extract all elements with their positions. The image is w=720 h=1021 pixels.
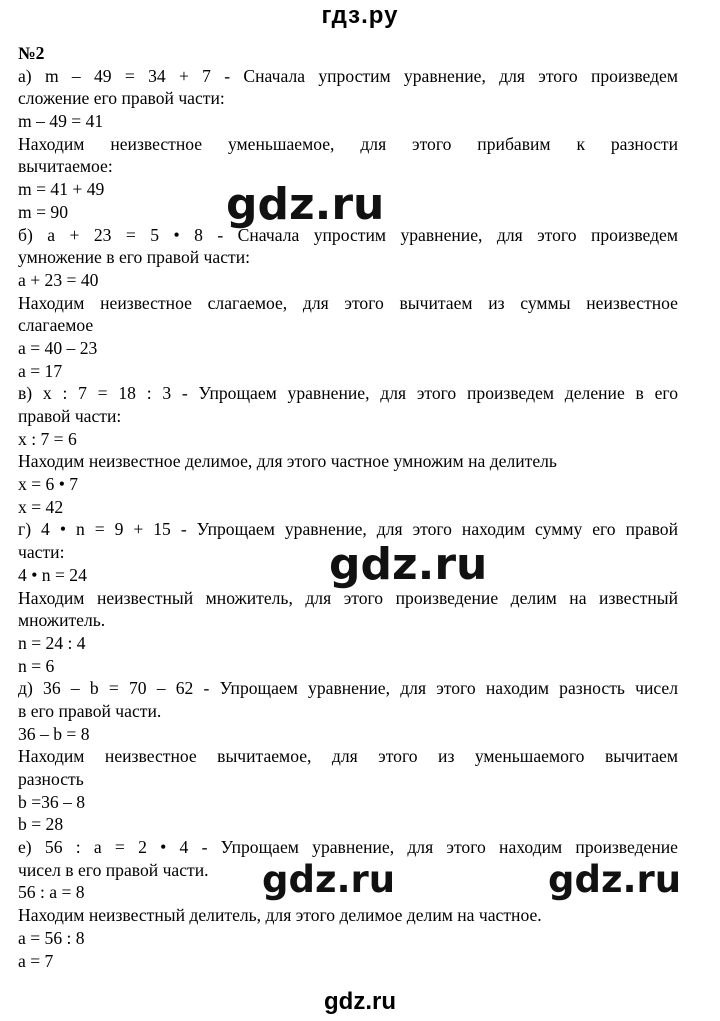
text-line: а + 23 = 40 (18, 269, 99, 290)
text-line: части: (18, 542, 65, 563)
text-line: Находим неизвестное вычитаемое, для этого из уменьшаемого вычитаем (18, 746, 678, 767)
text-line: Находим неизвестный делитель, для этого делимое делим на частное. (18, 905, 542, 926)
text-line: n = 6 (18, 655, 55, 676)
text-line: а) m – 49 = 34 + 7 - Сначала упростим уравнение, для этого произведем (18, 65, 678, 86)
text-line: слагаемое (18, 315, 94, 336)
watermark: gdz.ru (262, 858, 396, 901)
text-line: х = 42 (18, 496, 64, 517)
text-line: а = 7 (18, 950, 54, 971)
text-line: г) 4 • n = 9 + 15 - Упрощаем уравнение, для этого находим сумму его правой (18, 519, 678, 540)
text-line: х = 6 • 7 (18, 474, 79, 495)
text-line: е) 56 : а = 2 • 4 - Упрощаем уравнение, для этого находим произведение (18, 837, 678, 858)
text-line: а = 17 (18, 360, 63, 381)
text-line: в его правой части. (18, 700, 162, 721)
text-line: m = 41 + 49 (18, 179, 105, 200)
text-line: m – 49 = 41 (18, 111, 104, 132)
text-line: Находим неизвестное уменьшаемое, для этого прибавим к разности (18, 133, 678, 154)
text-line: Находим неизвестное слагаемое, для этого вычитаем из суммы неизвестное (18, 292, 678, 313)
site-header: гдз.ру (321, 2, 399, 29)
watermark: gdz.ru (548, 858, 682, 901)
task-number: №2 (18, 43, 45, 63)
text-line: правой части: (18, 406, 122, 426)
text-line: b = 28 (18, 814, 64, 835)
text-line: в) х : 7 = 18 : 3 - Упрощаем уравнение, для этого произведем деление в его (18, 383, 678, 404)
text-line: Находим неизвестное делимое, для этого частное умножим на делитель (18, 451, 557, 472)
site-footer: gdz.ru (324, 988, 396, 1015)
text-line: х : 7 = 6 (18, 428, 77, 449)
text-line: 36 – b = 8 (18, 723, 90, 744)
text-line: умножение в его правой части: (18, 247, 251, 268)
watermark: gdz.ru (226, 179, 385, 230)
text-line: вычитаемое: (18, 156, 113, 177)
text-line: n = 24 : 4 (18, 632, 86, 653)
text-line: b =36 – 8 (18, 791, 86, 812)
text-line: сложение его правой части: (18, 88, 225, 109)
text-line: Находим неизвестный множитель, для этого произведение делим на известный (18, 587, 678, 608)
text-line: чисел в его правой части. (18, 859, 209, 880)
text-line: 4 • n = 24 (18, 564, 87, 585)
text-line: д) 36 – b = 70 – 62 - Упрощаем уравнение, для этого находим разность чисел (18, 678, 678, 699)
text-line: а = 56 : 8 (18, 927, 85, 948)
watermark: gdz.ru (329, 539, 488, 590)
text-line: а = 40 – 23 (18, 337, 98, 358)
text-line: б) а + 23 = 5 • 8 - Сначала упростим уравнение, для этого произведем (18, 224, 678, 245)
text-line: 56 : а = 8 (18, 882, 85, 903)
text-line: m = 90 (18, 201, 68, 222)
text-line: разность (18, 769, 84, 789)
text-line: множитель. (18, 610, 106, 631)
